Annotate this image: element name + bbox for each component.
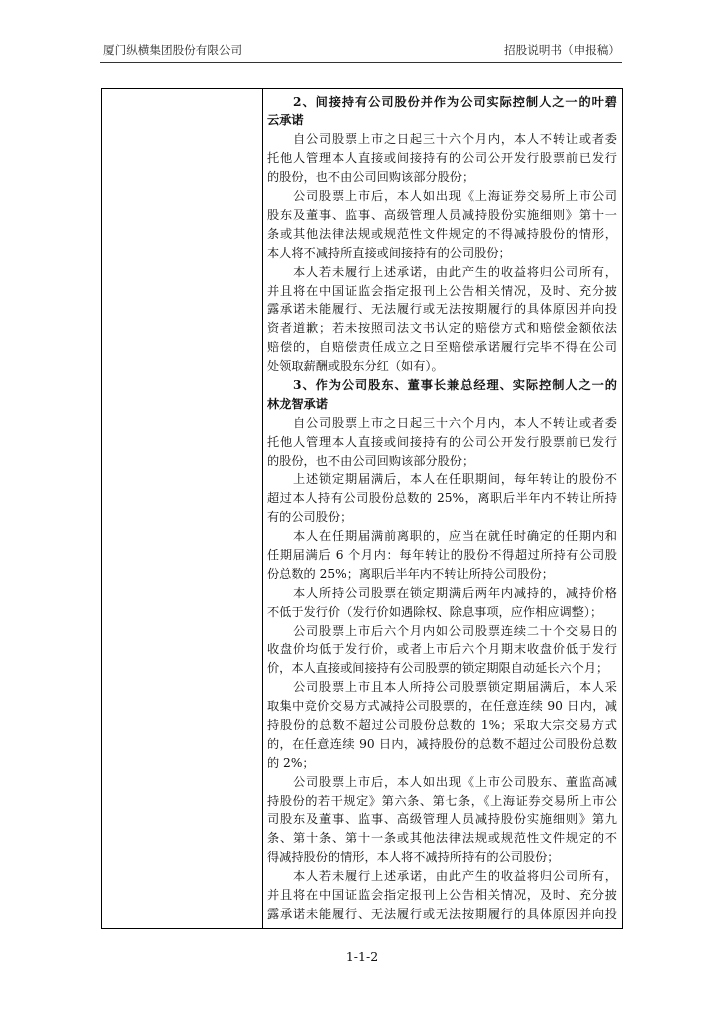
- text-line: 公司股票上市后，本人如出现《上海证券交易所上市公司: [293, 189, 617, 204]
- text-line: 2、间接持有公司股份并作为公司实际控制人之一的叶碧: [293, 94, 617, 109]
- text-line: 本人在任期届满前离职的，应当在就任时确定的任期内和: [293, 529, 617, 544]
- text-line: 本人所持公司股票在锁定期满后两年内减持的，减持价格: [293, 585, 617, 600]
- text-line: 林龙智承诺: [267, 396, 328, 411]
- text-line: 公司股票上市后，本人如出现《上市公司股东、董监高减: [293, 774, 617, 789]
- text-line: 的，在任意连续 90 日内，减持股份的总数不超过公司股份总数: [267, 736, 617, 751]
- text-line: 公司股票上市后六个月内如公司股票连续二十个交易日的: [293, 623, 617, 638]
- text-line: 赔偿的，自赔偿责任成立之日至赔偿承诺履行完毕不得在公司: [267, 340, 617, 355]
- text-line: 3、作为公司股东、董事长兼总经理、实际控制人之一的: [293, 377, 617, 392]
- text-line: 取集中竞价交易方式减持公司股票的，在任意连续 90 日内，减: [267, 699, 617, 714]
- text-line: 露承诺未能履行、无法履行或无法按期履行的具体原因并向投: [267, 906, 617, 921]
- commitment-paragraph: [267, 527, 617, 584]
- text-line: 得减持股份的情形，本人将不减持所持有的公司股份；: [267, 850, 560, 865]
- text-line: 份总数的 25%；离职后半年内不转让所持公司股份；: [267, 566, 554, 581]
- text-line: 资者道歉；若未按照司法文书认定的赔偿方式和赔偿金额依法: [267, 321, 617, 336]
- text-line: 处领取薪酬或股东分红（如有）。: [267, 359, 444, 374]
- text-line: 条、第十条、第十一条或其他法律法规或规范性文件规定的不: [267, 831, 617, 846]
- commitment-paragraph: [267, 584, 617, 622]
- text-line: 公司股票上市且本人所持公司股票锁定期届满后，本人采: [293, 680, 617, 695]
- header-rule: [100, 62, 622, 63]
- table-left-cell: [102, 89, 263, 928]
- text-line: 上述锁定期届满后，本人在任职期间，每年转让的股份不: [293, 472, 617, 487]
- text-line: 的股份，也不由公司回购该部分股份；: [267, 170, 475, 185]
- text-line: 本人将不减持所直接或间接持有的公司股份；: [267, 245, 511, 260]
- commitment-paragraph: [267, 130, 617, 187]
- text-line: 托他人管理本人直接或间接持有的公司公开发行股票前已发行: [267, 434, 617, 449]
- text-line: 有的公司股份；: [267, 510, 353, 525]
- text-line: 司股东及董事、监事、高级管理人员减持股份实施细则》第九: [267, 812, 617, 827]
- text-line: 本人若未履行上述承诺，由此产生的收益将归公司所有，: [293, 264, 617, 279]
- commitment-paragraph: [267, 263, 617, 376]
- text-line: 自公司股票上市之日起三十六个月内，本人不转让或者委: [293, 415, 617, 430]
- text-line: 云承诺: [267, 113, 304, 128]
- commitment-text: [267, 93, 617, 924]
- commitment-heading: [267, 93, 617, 131]
- table-right-cell: [263, 89, 622, 928]
- commitment-table: [101, 88, 623, 929]
- commitment-paragraph: [267, 187, 617, 263]
- text-line: 持股份的总数不超过公司股份总数的 1%；采取大宗交易方式: [267, 717, 617, 732]
- text-line: 股东及董事、监事、高级管理人员减持股份实施细则》第十一: [267, 207, 617, 222]
- document-title: 招股说明书（申报稿）: [504, 43, 620, 57]
- text-line: 的股份，也不由公司回购该部分股份；: [267, 453, 475, 468]
- commitment-paragraph: [267, 414, 617, 471]
- text-line: 收盘价均低于发行价，或者上市后六个月期末收盘价低于发行: [267, 642, 617, 657]
- commitment-paragraph: [267, 622, 617, 679]
- text-line: 本人若未履行上述承诺，由此产生的收益将归公司所有，: [293, 869, 617, 884]
- page-number: 1-1-2: [345, 949, 379, 964]
- commitment-paragraph: [267, 773, 617, 867]
- text-line: 条或其他法律法规或规范性文件规定的不得减持股份的情形，: [267, 226, 617, 241]
- commitment-heading: [267, 376, 617, 414]
- text-line: 托他人管理本人直接或间接持有的公司公开发行股票前已发行: [267, 151, 617, 166]
- text-line: 超过本人持有公司股份总数的 25%，离职后半年内不转让所持: [267, 491, 617, 506]
- text-line: 并且将在中国证监会指定报刊上公告相关情况，及时、充分披: [267, 283, 617, 298]
- text-line: 持股份的若干规定》第六条、第七条，《上海证券交易所上市公: [267, 793, 617, 808]
- text-line: 任期届满后 6 个月内：每年转让的股份不得超过所持有公司股: [267, 547, 617, 562]
- commitment-paragraph: [267, 867, 617, 924]
- text-line: 露承诺未能履行、无法履行或无法按期履行的具体原因并向投: [267, 302, 617, 317]
- text-line: 自公司股票上市之日起三十六个月内，本人不转让或者委: [293, 132, 617, 147]
- commitment-paragraph: [267, 470, 617, 527]
- company-name: 厦门纵横集团股份有限公司: [103, 43, 243, 57]
- text-line: 并且将在中国证监会指定报刊上公告相关情况，及时、充分披: [267, 888, 617, 902]
- commitment-paragraph: [267, 678, 617, 772]
- text-line: 价，本人直接或间接持有公司股票的锁定期限自动延长六个月；: [267, 661, 609, 676]
- text-line: 不低于发行价（发行价如遇除权、除息事项，应作相应调整）；: [267, 604, 603, 619]
- text-line: 的 2%；: [267, 755, 315, 770]
